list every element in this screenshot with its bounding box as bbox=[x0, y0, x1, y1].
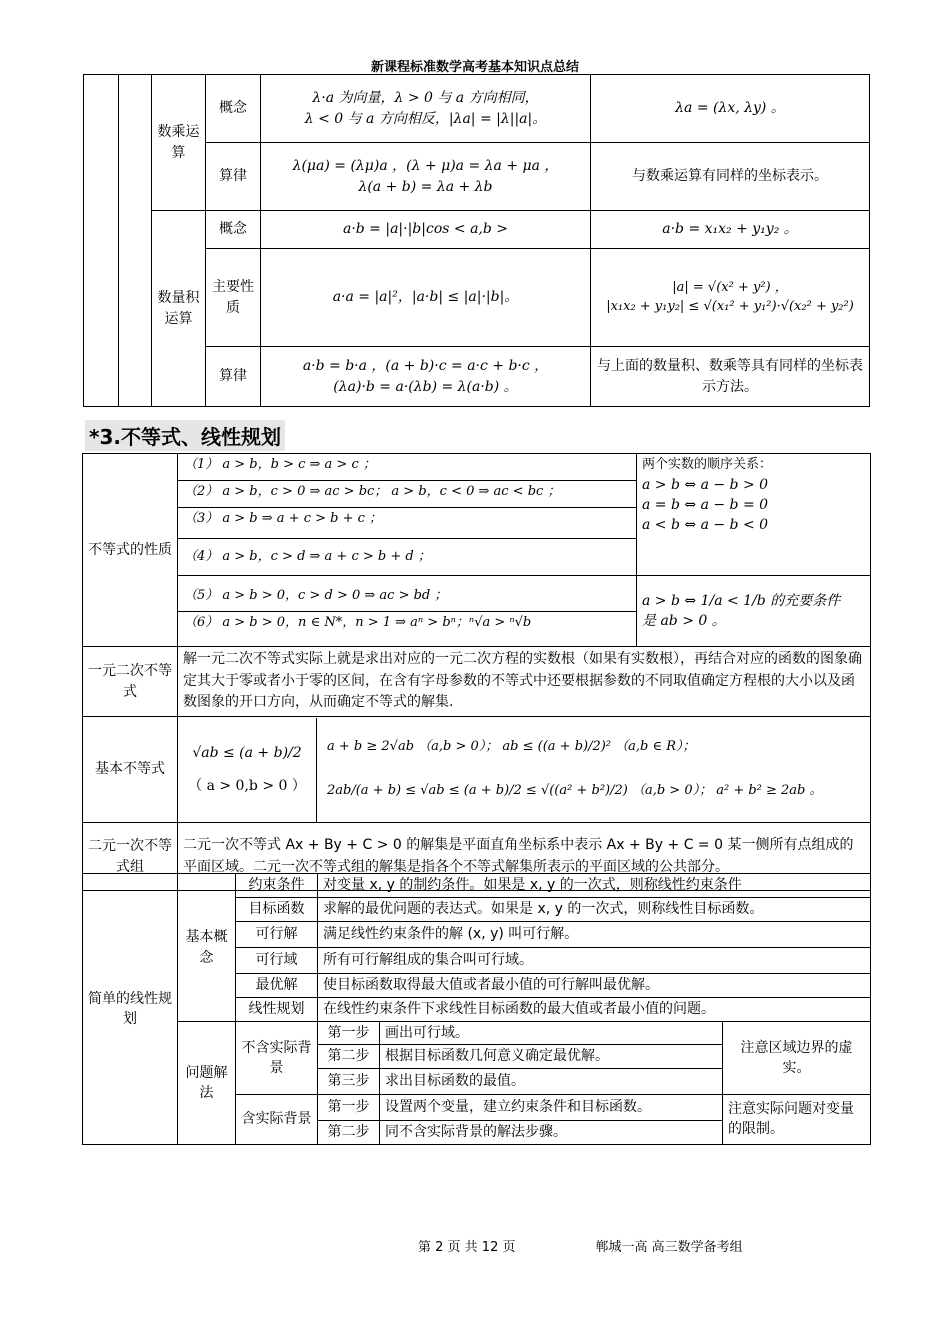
basic-ineq-right-1: a + b ≥ 2√ab （a,b > 0）； ab ≤ ((a + b)/2)² （a,b ∈ R）； bbox=[327, 739, 696, 755]
dot-prop-coord-line-1: |a| = √(x² + y²) ， bbox=[672, 279, 788, 295]
lp-method-label: 问题解法 bbox=[178, 1022, 236, 1145]
section-title: *3.不等式、线性规划 bbox=[85, 420, 285, 451]
lp-no-bg-label: 不含实际背景 bbox=[236, 1022, 318, 1095]
dot-law-coord: 与上面的数量积、数乘等具有同样的坐标表示方法。 bbox=[591, 347, 870, 407]
dot-concept-label: 概念 bbox=[206, 211, 261, 249]
lp-desc-1: 对变量 x, y 的制约条件。如果是 x, y 的一次式，则称线性约束条件 bbox=[318, 874, 871, 898]
basic-ineq-left-2: （ a > 0,b > 0 ） bbox=[188, 777, 306, 794]
dot-prop-coord bbox=[591, 249, 870, 347]
basic-ineq-left-1: √ab ≤ (a + b)/2 bbox=[192, 745, 302, 762]
ineq-prop-3: （3） a > b ⇒ a + c > b + c ； bbox=[178, 508, 636, 539]
scalar-law-text bbox=[261, 143, 591, 211]
ineq-prop-4: （4） a > b，c > d ⇒ a + c > b + d ； bbox=[184, 549, 431, 564]
scalar-concept-line-1: λ·a 为向量，λ > 0 与 a 方向相同， bbox=[312, 90, 539, 107]
basic-ineq-left bbox=[178, 718, 317, 822]
linear-ineq-text: 二元一次不等式 Ax + By + C > 0 的解集是平面直角坐标系中表示 Ax + By + C = 0 某一侧所有点组成的平面区域。二元一次不等式组的解集是指各个不等式解集所表示的平面区域的公共部分。 bbox=[178, 823, 871, 891]
quad-ineq-label: 一元二次不等式 bbox=[83, 647, 178, 717]
lp-term-6: 线性规划 bbox=[236, 998, 318, 1022]
ineq-prop-5: （5） a > b > 0，c > d > 0 ⇒ ac > bd ； bbox=[178, 585, 636, 612]
lp-no-bg-step-2: 第二步 bbox=[318, 1045, 380, 1068]
lp-basic-label: 基本概念 bbox=[178, 874, 236, 1022]
lp-term-4: 可行域 bbox=[236, 948, 318, 974]
dot-product-label: 数量积运算 bbox=[152, 211, 206, 407]
dot-prop-text: a·a = |a|²，|a·b| ≤ |a|·|b|。 bbox=[261, 249, 591, 347]
basic-ineq-content bbox=[178, 717, 871, 823]
ineq-props-list-a bbox=[178, 454, 637, 576]
vector-table bbox=[83, 74, 870, 407]
dot-law-label: 算律 bbox=[206, 347, 261, 407]
lp-no-bg-desc-3: 求出目标函数的最值。 bbox=[380, 1068, 723, 1094]
lp-bg-label: 含实际背景 bbox=[236, 1094, 318, 1144]
dot-prop-label: 主要性质 bbox=[206, 249, 261, 347]
lp-term-2: 目标函数 bbox=[236, 898, 318, 922]
basic-ineq-right-2: 2ab/(a + b) ≤ √ab ≤ (a + b)/2 ≤ √((a² + b²)/2) （a,b > 0）； a² + b² ≥ 2ab 。 bbox=[327, 783, 823, 799]
linear-programming-table bbox=[82, 873, 871, 1145]
dot-law-text bbox=[261, 347, 591, 407]
reciprocal-line-1: a > b ⇔ 1/a < 1/b 的充要条件 bbox=[642, 592, 841, 609]
order-title: 两个实数的顺序关系： bbox=[642, 457, 773, 472]
dot-concept-text: a·b = |a|·|b|cos < a,b > bbox=[261, 211, 591, 249]
lp-term-3: 可行解 bbox=[236, 922, 318, 948]
order-relations bbox=[637, 454, 871, 576]
lp-bg-desc-2: 同不含实际背景的解法步骤。 bbox=[380, 1120, 723, 1144]
ineq-prop-2: （2） a > b，c > 0 ⇒ ac > bc； a > b，c < 0 ⇒ ac < bc ； bbox=[178, 481, 636, 508]
dot-concept-coord: a·b = x₁x₂ + y₁y₂ 。 bbox=[591, 211, 870, 249]
quad-ineq-text: 解一元二次不等式实际上就是求出对应的一元二次方程的实数根（如果有实数根），再结合对应的函数的图象确定其大于零或者小于零的区间，在含有字母参数的不等式中还要根据参数的不同取值确定方程根的大小以及函数图象的开口方向，从而确定不等式的解集. bbox=[178, 647, 871, 717]
basic-ineq-right bbox=[317, 718, 870, 822]
lp-desc-5: 使目标函数取得最大值或者最小值的可行解叫最优解。 bbox=[318, 974, 871, 998]
left-margin-col bbox=[84, 75, 119, 407]
scalar-law-line-2: λ(a + b) = λa + λb bbox=[358, 178, 493, 195]
scalar-law-coord: 与数乘运算有同样的坐标表示。 bbox=[591, 143, 870, 211]
scalar-concept-line-2: λ < 0 与 a 方向相反，|λa| = |λ||a|。 bbox=[304, 110, 547, 127]
lp-term-1: 约束条件 bbox=[236, 874, 318, 898]
reciprocal-line-2: 是 ab > 0 。 bbox=[642, 613, 726, 629]
lp-no-bg-step-1: 第一步 bbox=[318, 1022, 380, 1045]
ineq-props-list-b bbox=[178, 576, 637, 647]
lp-label: 简单的线性规划 bbox=[83, 874, 178, 1145]
order-gt: a > b ⇔ a − b > 0 bbox=[642, 476, 769, 493]
order-lt: a < b ⇔ a − b < 0 bbox=[642, 517, 769, 534]
left-margin-col-2 bbox=[119, 75, 152, 407]
lp-no-bg-desc-2: 根据目标函数几何意义确定最优解。 bbox=[380, 1045, 723, 1068]
inequality-table bbox=[82, 453, 871, 891]
ineq-prop-6: （6） a > b > 0，n ∈ N*，n > 1 ⇒ aⁿ > bⁿ；ⁿ√a > ⁿ√b bbox=[184, 614, 532, 630]
footer-org: 郸城一高 高三数学备考组 bbox=[595, 1240, 743, 1255]
scalar-concept-label: 概念 bbox=[206, 75, 261, 143]
scalar-mult-label: 数乘运算 bbox=[152, 75, 206, 211]
linear-ineq-label: 二元一次不等式组 bbox=[83, 823, 178, 891]
scalar-concept-text bbox=[261, 75, 591, 143]
dot-law-line-2: (λa)·b = a·(λb) = λ(a·b) 。 bbox=[333, 378, 518, 395]
lp-desc-2: 求解的最优问题的表达式。如果是 x, y 的一次式，则称线性目标函数。 bbox=[318, 898, 871, 922]
lp-term-5: 最优解 bbox=[236, 974, 318, 998]
dot-law-line-1: a·b = b·a ，(a + b)·c = a·c + b·c ， bbox=[302, 358, 549, 375]
lp-bg-step-1: 第一步 bbox=[318, 1094, 380, 1120]
lp-bg-desc-1: 设置两个变量，建立约束条件和目标函数。 bbox=[380, 1094, 723, 1120]
lp-no-bg-desc-1: 画出可行域。 bbox=[380, 1022, 723, 1045]
lp-desc-6: 在线性约束条件下求线性目标函数的最大值或者最小值的问题。 bbox=[318, 998, 871, 1022]
reciprocal-condition bbox=[637, 576, 871, 647]
scalar-law-line-1: λ(μa) = (λμ)a ，(λ + μ)a = λa + μa ， bbox=[292, 158, 559, 175]
dot-prop-coord-line-2: |x₁x₂ + y₁y₂| ≤ √(x₁² + y₁²)·√(x₂² + y₂²) bbox=[606, 298, 854, 314]
page-header: 新课程标准数学高考基本知识点总结 bbox=[370, 60, 579, 75]
page-footer bbox=[418, 1236, 743, 1255]
lp-bg-step-2: 第二步 bbox=[318, 1120, 380, 1144]
lp-no-bg-note: 注意区域边界的虚实。 bbox=[723, 1022, 871, 1095]
lp-no-bg-step-3: 第三步 bbox=[318, 1068, 380, 1094]
lp-desc-4: 所有可行解组成的集合叫可行域。 bbox=[318, 948, 871, 974]
scalar-law-label: 算律 bbox=[206, 143, 261, 211]
ineq-prop-1: （1） a > b，b > c ⇒ a > c ； bbox=[178, 454, 636, 481]
lp-desc-3: 满足线性约束条件的解 (x, y) 叫可行解。 bbox=[318, 922, 871, 948]
ineq-properties-label: 不等式的性质 bbox=[83, 454, 178, 647]
basic-ineq-label: 基本不等式 bbox=[83, 717, 178, 823]
page-number: 第 2 页 共 12 页 bbox=[418, 1240, 516, 1255]
lp-bg-note: 注意实际问题对变量的限制。 bbox=[723, 1094, 871, 1144]
scalar-concept-coord: λa = (λx, λy) 。 bbox=[591, 75, 870, 143]
order-eq: a = b ⇔ a − b = 0 bbox=[642, 497, 769, 514]
